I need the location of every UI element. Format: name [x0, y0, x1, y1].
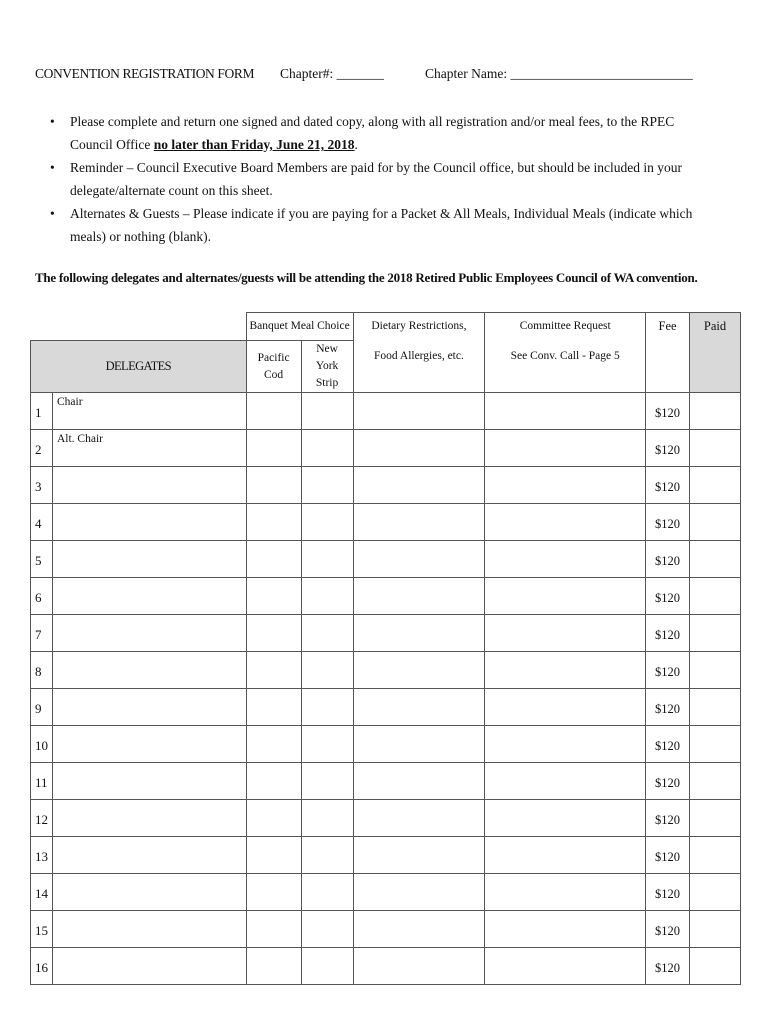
meal-option-new-york-strip: New York Strip [301, 341, 353, 393]
row-number: 9 [31, 689, 53, 726]
pacific-cod-cell[interactable] [246, 726, 301, 763]
table-row [31, 911, 741, 948]
delegate-name-cell[interactable] [52, 467, 246, 504]
committee-cell[interactable] [485, 578, 646, 615]
delegate-name-cell[interactable] [52, 874, 246, 911]
new-york-strip-cell[interactable] [301, 911, 353, 948]
paid-cell[interactable] [690, 430, 741, 467]
table-header-row [31, 313, 741, 341]
dietary-cell[interactable] [353, 467, 485, 504]
dietary-cell[interactable] [353, 652, 485, 689]
paid-cell[interactable] [690, 689, 741, 726]
new-york-strip-cell[interactable] [301, 652, 353, 689]
table-row [31, 800, 741, 837]
fee-cell: $120 [646, 504, 690, 541]
form-title: CONVENTION REGISTRATION FORM [35, 66, 255, 81]
committee-cell[interactable] [485, 763, 646, 800]
dietary-cell[interactable] [353, 837, 485, 874]
new-york-strip-cell[interactable] [301, 837, 353, 874]
table-row [31, 393, 741, 430]
committee-cell[interactable] [485, 800, 646, 837]
delegate-name-cell[interactable]: Alt. Chair [52, 430, 246, 467]
committee-cell[interactable] [485, 430, 646, 467]
committee-cell[interactable] [485, 652, 646, 689]
pacific-cod-cell[interactable] [246, 615, 301, 652]
pacific-cod-cell[interactable] [246, 911, 301, 948]
committee-header-line1: Committee Request [519, 320, 611, 332]
fee-cell: $120 [646, 615, 690, 652]
paid-cell[interactable] [690, 652, 741, 689]
header-blank-cell [31, 313, 247, 341]
committee-cell[interactable] [485, 541, 646, 578]
dietary-cell[interactable] [353, 393, 485, 430]
committee-cell[interactable] [485, 393, 646, 430]
dietary-cell[interactable] [353, 504, 485, 541]
row-number: 8 [31, 652, 53, 689]
fee-cell: $120 [646, 948, 690, 985]
fee-cell: $120 [646, 726, 690, 763]
bullet-icon: • [50, 114, 55, 129]
paid-cell[interactable] [690, 541, 741, 578]
paid-cell[interactable] [690, 800, 741, 837]
table-row [31, 467, 741, 504]
row-number: 14 [31, 874, 53, 911]
fee-cell: $120 [646, 763, 690, 800]
delegate-name-cell[interactable]: Chair [52, 393, 246, 430]
delegate-name-cell[interactable] [52, 837, 246, 874]
dietary-cell[interactable] [353, 763, 485, 800]
new-york-strip-cell[interactable] [301, 430, 353, 467]
committee-header [485, 313, 646, 393]
form-header [35, 66, 735, 84]
pacific-cod-cell[interactable] [246, 948, 301, 985]
pacific-cod-cell[interactable] [246, 689, 301, 726]
paid-cell[interactable] [690, 578, 741, 615]
table-row [31, 430, 741, 467]
pacific-cod-cell[interactable] [246, 874, 301, 911]
paid-cell[interactable] [690, 948, 741, 985]
paid-cell[interactable] [690, 874, 741, 911]
delegate-name-cell[interactable] [52, 504, 246, 541]
fee-header: Fee [646, 313, 690, 393]
fee-cell: $120 [646, 837, 690, 874]
table-row [31, 615, 741, 652]
committee-cell[interactable] [485, 726, 646, 763]
fee-cell: $120 [646, 874, 690, 911]
instruction-text: Alternates & Guests – Please indicate if you are paying for a Packet & All Meals, Individual Meals (indicate which meals) or nothing (blank). [70, 206, 693, 244]
paid-cell[interactable] [690, 837, 741, 874]
pacific-cod-cell[interactable] [246, 467, 301, 504]
fee-cell: $120 [646, 541, 690, 578]
fee-cell: $120 [646, 911, 690, 948]
table-row [31, 652, 741, 689]
paid-cell[interactable] [690, 763, 741, 800]
committee-cell[interactable] [485, 911, 646, 948]
delegate-name-cell[interactable] [52, 652, 246, 689]
table-row [31, 874, 741, 911]
banquet-header: Banquet Meal Choice [246, 313, 353, 341]
dietary-cell[interactable] [353, 874, 485, 911]
row-number: 2 [31, 430, 53, 467]
delegate-name-cell[interactable] [52, 911, 246, 948]
table-row [31, 763, 741, 800]
fee-cell: $120 [646, 578, 690, 615]
new-york-strip-cell[interactable] [301, 393, 353, 430]
new-york-strip-cell[interactable] [301, 874, 353, 911]
committee-cell[interactable] [485, 467, 646, 504]
new-york-strip-cell[interactable] [301, 615, 353, 652]
row-number: 13 [31, 837, 53, 874]
attendance-statement: The following delegates and alternates/guests will be attending the 2018 Retired Public Employees Council of WA convention. [35, 270, 698, 285]
row-number: 11 [31, 763, 53, 800]
pacific-cod-cell[interactable] [246, 652, 301, 689]
row-number: 7 [31, 615, 53, 652]
dietary-header-line1: Dietary Restrictions, [371, 320, 467, 332]
row-number: 3 [31, 467, 53, 504]
row-number: 6 [31, 578, 53, 615]
table-row [31, 948, 741, 985]
row-number: 5 [31, 541, 53, 578]
committee-cell[interactable] [485, 504, 646, 541]
instructions-list [50, 110, 710, 248]
dietary-header-line2: Food Allergies, etc. [374, 350, 464, 362]
row-number: 15 [31, 911, 53, 948]
paid-cell[interactable] [690, 393, 741, 430]
chapter-number-field[interactable]: Chapter#: _______ [280, 66, 384, 81]
row-number: 12 [31, 800, 53, 837]
committee-cell[interactable] [485, 615, 646, 652]
paid-cell[interactable] [690, 911, 741, 948]
committee-cell[interactable] [485, 874, 646, 911]
deadline-text: no later than Friday, June 21, 2018 [153, 137, 355, 152]
paid-cell[interactable] [690, 615, 741, 652]
delegate-name-cell[interactable] [52, 689, 246, 726]
new-york-strip-cell[interactable] [301, 948, 353, 985]
instruction-text-end: . [354, 137, 358, 152]
delegate-name-cell[interactable] [52, 800, 246, 837]
paid-cell[interactable] [690, 726, 741, 763]
paid-cell[interactable] [690, 504, 741, 541]
dietary-cell[interactable] [353, 948, 485, 985]
dietary-cell[interactable] [353, 541, 485, 578]
new-york-strip-cell[interactable] [301, 800, 353, 837]
fee-cell: $120 [646, 800, 690, 837]
instruction-text: Reminder – Council Executive Board Members are paid for by the Council office, but should be included in your delegate/alternate count on this sheet. [70, 160, 682, 198]
table-row [31, 726, 741, 763]
new-york-strip-cell[interactable] [301, 467, 353, 504]
instruction-item [50, 110, 710, 156]
chapter-name-field[interactable]: Chapter Name: ___________________________ [425, 66, 693, 81]
pacific-cod-cell[interactable] [246, 578, 301, 615]
table-row [31, 541, 741, 578]
new-york-strip-cell[interactable] [301, 689, 353, 726]
new-york-strip-cell[interactable] [301, 578, 353, 615]
committee-cell[interactable] [485, 689, 646, 726]
pacific-cod-cell[interactable] [246, 430, 301, 467]
table-row [31, 837, 741, 874]
delegate-name-cell[interactable] [52, 541, 246, 578]
committee-header-line2: See Conv. Call - Page 5 [510, 350, 620, 362]
row-number: 4 [31, 504, 53, 541]
dietary-cell[interactable] [353, 911, 485, 948]
pacific-cod-cell[interactable] [246, 837, 301, 874]
new-york-strip-cell[interactable] [301, 763, 353, 800]
delegate-name-cell[interactable] [52, 726, 246, 763]
new-york-strip-cell[interactable] [301, 726, 353, 763]
pacific-cod-cell[interactable] [246, 504, 301, 541]
fee-cell: $120 [646, 393, 690, 430]
instruction-text: Please complete and return one signed and dated copy, along with all registration and/or meal fees, to the RPEC Council Office [70, 114, 675, 152]
instruction-item [50, 202, 710, 248]
pacific-cod-cell[interactable] [246, 800, 301, 837]
dietary-cell[interactable] [353, 578, 485, 615]
paid-header: Paid [690, 313, 741, 393]
dietary-cell[interactable] [353, 689, 485, 726]
row-number: 1 [31, 393, 53, 430]
delegate-name-cell[interactable] [52, 948, 246, 985]
pacific-cod-cell[interactable] [246, 541, 301, 578]
pacific-cod-cell[interactable] [246, 763, 301, 800]
delegate-name-cell[interactable] [52, 615, 246, 652]
table-row [31, 578, 741, 615]
row-number: 10 [31, 726, 53, 763]
paid-cell[interactable] [690, 467, 741, 504]
committee-cell[interactable] [485, 837, 646, 874]
dietary-cell[interactable] [353, 726, 485, 763]
table-row [31, 504, 741, 541]
bullet-icon: • [50, 160, 55, 175]
bullet-icon: • [50, 206, 55, 221]
dietary-header [353, 313, 485, 393]
fee-cell: $120 [646, 652, 690, 689]
new-york-strip-cell[interactable] [301, 504, 353, 541]
meal-option-pacific-cod: Pacific Cod [246, 341, 301, 393]
delegate-name-cell[interactable] [52, 763, 246, 800]
instruction-item [50, 156, 710, 202]
fee-cell: $120 [646, 430, 690, 467]
dietary-cell[interactable] [353, 430, 485, 467]
fee-cell: $120 [646, 467, 690, 504]
dietary-cell[interactable] [353, 800, 485, 837]
table-row [31, 689, 741, 726]
delegate-name-cell[interactable] [52, 578, 246, 615]
committee-cell[interactable] [485, 948, 646, 985]
pacific-cod-cell[interactable] [246, 393, 301, 430]
dietary-cell[interactable] [353, 615, 485, 652]
row-number: 16 [31, 948, 53, 985]
fee-cell: $120 [646, 689, 690, 726]
new-york-strip-cell[interactable] [301, 541, 353, 578]
delegates-table [30, 312, 741, 985]
delegates-label: DELEGATES [31, 341, 247, 393]
